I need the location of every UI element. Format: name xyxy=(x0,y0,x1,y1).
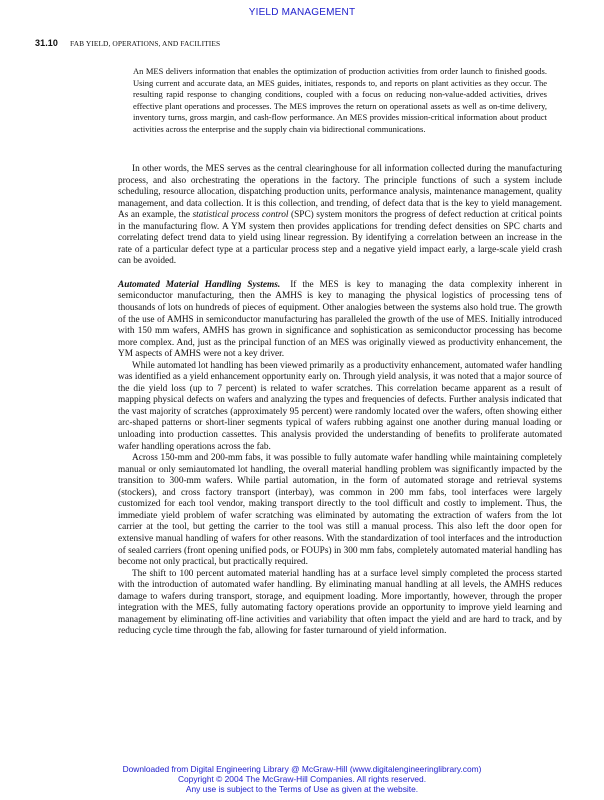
abstract-block: An MES delivers information that enables the optimization of production activities from order launch to finished goods. Using current and accurate data, an MES guides, initiates, responds to, and reports on plant activities as they occur. The resulting rapid response to changing conditions, coupled with a focus on reducing non-value-added activities, drives effective plant operations and processes. The MES improves the return on operational assets as well as on-time delivery, inventory turns, gross margin, and cash-flow performance. An MES provides mission-critical information about product activities across the enterprise and the supply chain via bidirectional communications. xyxy=(133,66,547,134)
footer-terms-link[interactable]: Any use is subject to the Terms of Use as given at the website. xyxy=(185,784,419,794)
footer-notice xyxy=(0,764,604,794)
running-title: FAB YIELD, OPERATIONS, AND FACILITIES xyxy=(70,39,221,48)
paragraph-2-text: If the MES is key to managing the data complexity inherent in semiconductor manufacturing, then the AMHS is key to managing the physical logistics of processing tens of thousands of lots on hundreds of pieces of equipment. Other analogies between the systems also hold true. The growth of the use of AMHS in semiconductor manufacturing has paralleled the growth of the use of MES. Initially introduced with 150 mm wafers, AMHS has grown in significance and sophistication as semiconductor processing has become more complex. And, just as the principal function of an MES was originally viewed as productivity enhancement, the YM aspects of AMHS were not a key driver. xyxy=(118,279,562,360)
paragraph-1-part-a: In other words, the MES serves as the central clearinghouse for all information collected during the manufacturing process, and also orchestrating the operations in the factory. The principle functions of such a system include scheduling, resource allocation, dispatching production units, performance analysis, maintenance management, quality management, and data collection. It is this collection, and trending, of defect data that is the key to yield management. As an example, the xyxy=(118,164,562,221)
running-head xyxy=(35,38,575,48)
paragraph-1 xyxy=(118,164,562,268)
body-text xyxy=(118,164,562,638)
footer-copyright: Copyright © 2004 The McGraw-Hill Companies. All rights reserved. xyxy=(177,774,427,784)
paragraph-1-part-b: (SPC) system monitors the progress of defect reduction at critical points in the manufacturing flow. A YM system then provides applications for trending defect densities on SPC charts and correlating defect trend data to yield using linear regression. By identifying a correlation between an increase in the rate of a particular defect type at a particular process step and a negative yield impact early, a large-scale yield crash can be avoided. xyxy=(118,210,562,267)
paragraph-5: The shift to 100 percent automated material handling has at a surface level simply completed the process started with the introduction of automated wafer handling. By eliminating manual handling at all levels, the AMHS reduces damage to wafers during transport, storage, and equipment loading. More importantly, however, through the proper integration with the MES, fully automating factory operations provide an opportunity to improve yield learning and management by eliminating off-line activities and variability that often impact the yield and are hard to track, and by reducing cycle time through the fab, allowing for faster turnaround of yield information. xyxy=(118,568,562,637)
paragraph-4: Across 150-mm and 200-mm fabs, it was possible to fully automate wafer handling while maintaining completely manual or only semiautomated lot handling, the overall material handling problem was significantly impacted by the transition to 300-mm wafers. While partial automation, in the form of automated storage and retrieval systems (stockers), and cross factory transport (interbay), was common in 200 mm fabs, tool interfaces were largely customized for each tool vendor, making transport directly to the tool difficult and costly to implement. Thus, the immediate yield problem of wafer scratching was eliminated by automating the extraction of wafers from the lot carrier at the tool, but getting the carrier to the tool was still a manual process. This also left the door open for extensive manual handling of wafers for other reasons. With the standardization of tool interfaces and the introduction of sealed carriers (front opening unified pods, or FOUPs) in 300 mm fabs, completely automated material handling has become not only practical, but practically required. xyxy=(118,453,562,568)
section-heading-amhs: Automated Material Handling Systems. xyxy=(118,279,281,290)
paragraph-amhs xyxy=(118,280,562,361)
spc-term: statistical process control xyxy=(192,210,289,221)
paragraph-3: While automated lot handling has been viewed primarily as a productivity enhancement, automated wafer handling was identified as a yield enhancement opportunity early on. Through yield analysis, it was noted that a major source of the die yield loss (up to 7 percent) is related to wafer scratches. This correlation became apparent as a result of mapping physical defects on wafers and analyzing the types and frequencies of defects. Further analysis indicated that the vast majority of scratches (approximately 95 percent) were randomly located over the wafers, often showing either arc-shaped patterns or short-liner segments typical of wafers rubbing against one another during manual loading or unloading into production cassettes. This analysis provided the understanding of benefits to proliferate automated wafer handling operations across the fab. xyxy=(118,360,562,452)
page-number: 31.10 xyxy=(35,38,59,48)
footer-download-link[interactable]: Downloaded from Digital Engineering Library @ McGraw-Hill (www.digitalengineeringlibrary.com) xyxy=(122,764,482,774)
page-banner: YIELD MANAGEMENT xyxy=(248,7,356,18)
